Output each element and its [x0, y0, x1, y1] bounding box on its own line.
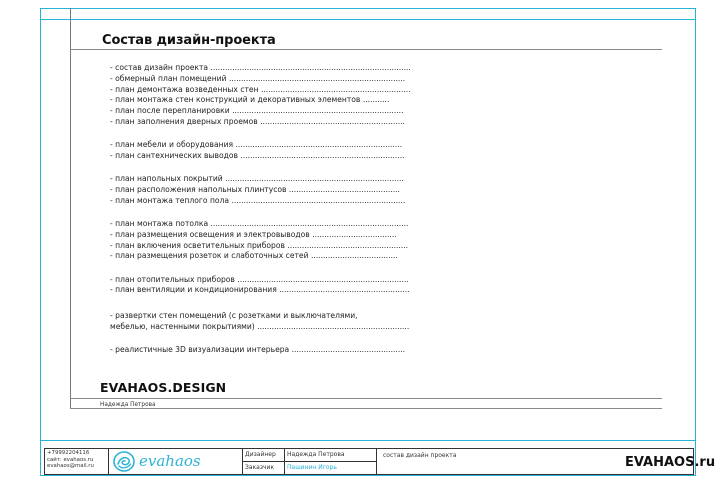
frame-top-rule: [40, 19, 696, 20]
left-guide-line: [70, 8, 71, 408]
website: сайт: evahaos.ru: [47, 456, 94, 463]
designer-name: Надежда Петрова: [285, 449, 376, 462]
swirl-logo-icon: [113, 451, 135, 472]
author-underline: [70, 408, 662, 409]
list-item: - план монтажа потолка ..................................................................................: [110, 218, 409, 228]
role-cell: [243, 449, 285, 474]
list-item: - план мебели и оборудования .....................................................................: [110, 140, 403, 150]
brand-underline: [70, 398, 662, 399]
email: evahaos@mail.ru: [47, 463, 94, 470]
contents-list: [110, 63, 450, 356]
logo-cell: [109, 449, 243, 474]
list-item: - реалистичные 3D визуализации интерьера ...............................................: [110, 345, 406, 355]
list-item: - развертки стен помещений (с розетками и выключателями,: [110, 311, 358, 321]
sheet-title: состав дизайн проекта: [383, 452, 457, 459]
page-title: Состав дизайн-проекта: [102, 33, 276, 48]
author-name: Надежда Петрова: [100, 402, 156, 408]
list-item: - план после перепланировки .......................................................................: [110, 106, 404, 116]
list-item: - план расположения напольных плинтусов ..............................................: [110, 184, 400, 194]
names-cell: [285, 449, 377, 474]
list-item: - план монтажа стен конструкций и декоративных элементов ...........: [110, 95, 390, 105]
list-item: - состав дизайн проекта ...................................................................................: [110, 63, 411, 72]
list-item: - план заполнения дверных проемов ............................................................: [110, 116, 405, 126]
studio-brand: EVAHAOS.DESIGN: [100, 380, 227, 395]
list-item: - план вентиляции и кондиционирования ......................................................: [110, 285, 410, 295]
logo-wordmark: evahaos: [139, 452, 201, 470]
list-item: - план напольных покрытий ..........................................................................: [110, 174, 404, 184]
client-name: Пашинин Игорь: [287, 463, 337, 471]
title-underline: [70, 49, 662, 50]
list-item: - план размещения освещения и электровыводов ...................................: [110, 229, 397, 239]
title-block: [44, 448, 716, 475]
phone-number: +79992204116: [47, 450, 90, 456]
list-item: - план демонтажа возведенных стен ..............................................................: [110, 84, 411, 94]
list-item: - план монтажа теплого пола ........................................................................: [110, 195, 406, 205]
frame-bottom-rule: [40, 440, 696, 441]
list-item: - план отопительных приборов .......................................................................: [110, 274, 409, 284]
designer-label: Дизайнер: [243, 449, 284, 462]
site-brand: EVAHAOS.ru: [625, 455, 716, 470]
list-item: - план размещения розеток и слаботочных сетей ....................................: [110, 251, 398, 261]
contacts-cell: [45, 449, 109, 474]
list-item: мебелью, настенными покрытиями) ...............................................................: [110, 321, 410, 331]
list-item: - обмерный план помещений .........................................................................: [110, 73, 406, 83]
sheet-title-cell: [377, 449, 617, 474]
list-item: - план включения осветительных приборов ..................................................: [110, 240, 409, 250]
client-label: Заказчик: [245, 463, 275, 471]
list-item: - план сантехнических выводов ....................................................................: [110, 150, 405, 160]
